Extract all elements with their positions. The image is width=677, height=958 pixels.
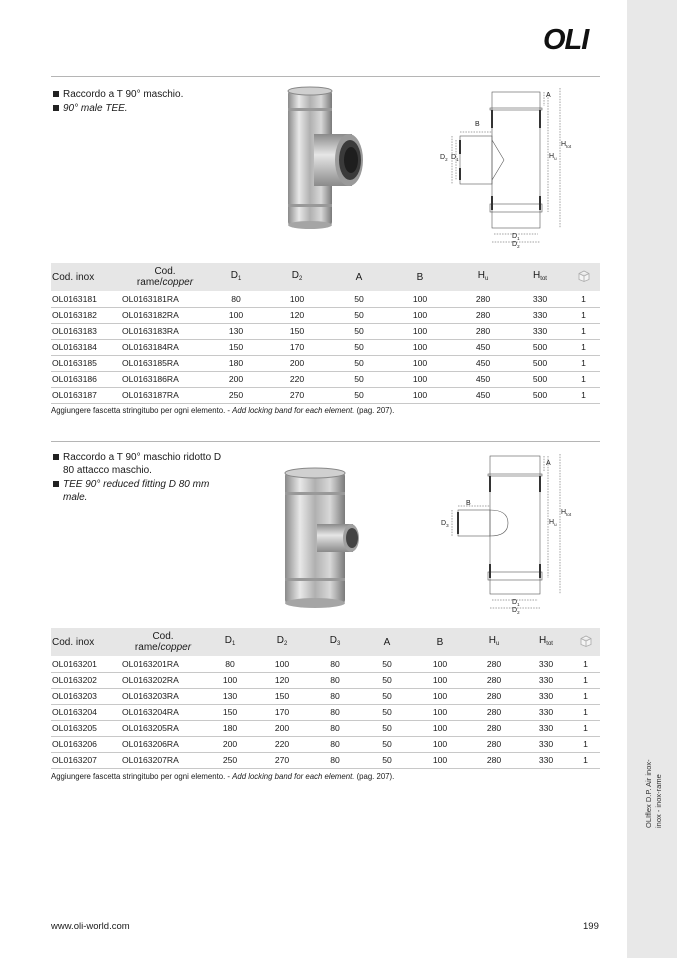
tee-photo <box>270 86 370 230</box>
product-description-1 <box>53 88 243 116</box>
table-cell: 1 <box>567 339 600 355</box>
table-row <box>51 688 600 704</box>
table-cell: OL0163184RA <box>121 339 209 355</box>
table-cell: 270 <box>263 387 331 403</box>
table-cell: 330 <box>521 752 571 768</box>
reduced-tee-photo <box>275 466 375 610</box>
table-cell: 1 <box>567 291 600 307</box>
table-cell: 100 <box>387 307 453 323</box>
table-cell: 80 <box>309 688 361 704</box>
table-cell: 170 <box>255 704 309 720</box>
table-cell: 1 <box>567 387 600 403</box>
dim-d2-bottom: $D_2$ <box>512 241 520 249</box>
table-cell: OL0163201RA <box>121 656 205 672</box>
table-cell: 80 <box>209 291 263 307</box>
table-cell: 280 <box>467 672 521 688</box>
table-cell: 100 <box>387 387 453 403</box>
table-cell: 1 <box>571 656 600 672</box>
dim-d1-left: $D_1$ <box>451 154 459 162</box>
table-cell: 120 <box>255 672 309 688</box>
col-d2: $D_2$ <box>255 628 309 656</box>
table-cell: 270 <box>255 752 309 768</box>
table-cell: 280 <box>453 291 513 307</box>
table-cell: 1 <box>567 307 600 323</box>
table-cell: 500 <box>513 371 567 387</box>
table-cell: OL0163181RA <box>121 291 209 307</box>
note-2: Aggiungere fascetta stringitubo per ogni elemento. - Add locking band for each element. (pag. 207). <box>51 772 395 781</box>
table-row <box>51 371 600 387</box>
table-cell: 500 <box>513 339 567 355</box>
table-row <box>51 339 600 355</box>
table-cell: 1 <box>571 720 600 736</box>
table-cell: 280 <box>467 736 521 752</box>
table-cell: 50 <box>331 371 387 387</box>
table-cell: 80 <box>205 656 255 672</box>
table-cell: 180 <box>205 720 255 736</box>
table-cell: 330 <box>521 704 571 720</box>
table-cell: OL0163184 <box>51 339 121 355</box>
table-cell: OL0163206 <box>51 736 121 752</box>
table-cell: 280 <box>467 688 521 704</box>
table-cell: 50 <box>331 323 387 339</box>
table-cell: 50 <box>361 736 413 752</box>
table-cell: 100 <box>387 355 453 371</box>
section-divider <box>51 76 600 77</box>
table-row <box>51 355 600 371</box>
col-hu: $H_u$ <box>467 628 521 656</box>
table-cell: 200 <box>205 736 255 752</box>
table-row <box>51 307 600 323</box>
table-cell: 80 <box>309 704 361 720</box>
table-cell: 220 <box>255 736 309 752</box>
col-htot: $H_{tot}$ <box>521 628 571 656</box>
table-cell: 1 <box>571 736 600 752</box>
col-hu: $H_u$ <box>453 263 513 291</box>
table-cell: 100 <box>209 307 263 323</box>
table-cell: 100 <box>387 291 453 307</box>
table-row <box>51 704 600 720</box>
box-icon <box>578 270 590 282</box>
page-number: 199 <box>583 921 599 932</box>
spec-table-1 <box>51 263 600 404</box>
dim-d2-bottom: $D_2$ <box>512 607 520 615</box>
table-cell: 100 <box>263 291 331 307</box>
description-en: TEE 90° reduced fitting D 80 mm male. <box>53 478 233 504</box>
table-cell: OL0163206RA <box>121 736 205 752</box>
dim-hu: $H_u$ <box>549 519 557 527</box>
table-cell: OL0163205RA <box>121 720 205 736</box>
table-cell: 100 <box>205 672 255 688</box>
table-cell: OL0163185RA <box>121 355 209 371</box>
table-cell: OL0163187RA <box>121 387 209 403</box>
side-tab-label: OLIflex D.P. Air inox- inox - inox-rame <box>644 759 663 828</box>
col-b: B <box>413 628 467 656</box>
section-divider <box>51 441 600 442</box>
table-cell: 50 <box>361 752 413 768</box>
table-cell: 100 <box>413 704 467 720</box>
col-htot: $H_{tot}$ <box>513 263 567 291</box>
svg-text:OLI: OLI <box>543 24 589 54</box>
table-cell: 500 <box>513 387 567 403</box>
table-cell: OL0163202 <box>51 672 121 688</box>
table-cell: OL0163186 <box>51 371 121 387</box>
dim-d3: $D_3$ <box>441 520 449 528</box>
dim-htot: $H_{tot}$ <box>561 141 572 149</box>
table-cell: 330 <box>521 720 571 736</box>
table-cell: 50 <box>331 387 387 403</box>
product-description-2 <box>53 451 233 505</box>
dim-d1-bottom: $D_1$ <box>512 233 520 241</box>
col-a: A <box>361 628 413 656</box>
table-cell: OL0163182 <box>51 307 121 323</box>
table-cell: 330 <box>513 323 567 339</box>
table-cell: 330 <box>513 291 567 307</box>
table-cell: 120 <box>263 307 331 323</box>
table-cell: 50 <box>361 656 413 672</box>
table-row <box>51 720 600 736</box>
col-qty <box>567 263 600 291</box>
table-row <box>51 752 600 768</box>
table-cell: 80 <box>309 752 361 768</box>
table-cell: 100 <box>387 371 453 387</box>
dim-b: B <box>466 500 471 507</box>
table-header <box>51 628 600 656</box>
table-cell: 250 <box>209 387 263 403</box>
dim-d1-bottom: $D_1$ <box>512 599 520 607</box>
table-cell: 50 <box>361 688 413 704</box>
table-cell: 330 <box>521 688 571 704</box>
reduced-tee-technical-drawing <box>432 452 582 618</box>
table-cell: OL0163204RA <box>121 704 205 720</box>
table-cell: 450 <box>453 355 513 371</box>
table-cell: 280 <box>467 656 521 672</box>
col-d1: $D_1$ <box>205 628 255 656</box>
table-cell: 280 <box>467 752 521 768</box>
table-cell: 280 <box>453 323 513 339</box>
table-cell: 280 <box>467 704 521 720</box>
table-cell: OL0163183RA <box>121 323 209 339</box>
table-cell: OL0163203RA <box>121 688 205 704</box>
table-cell: 80 <box>309 672 361 688</box>
table-cell: 330 <box>513 307 567 323</box>
table-cell: 50 <box>361 704 413 720</box>
box-icon <box>580 635 592 647</box>
col-d3: $D_3$ <box>309 628 361 656</box>
table-row <box>51 323 600 339</box>
table-cell: 50 <box>361 720 413 736</box>
table-cell: 100 <box>413 672 467 688</box>
tee-technical-drawing <box>432 86 582 252</box>
table-cell: 100 <box>413 720 467 736</box>
table-cell: 100 <box>387 323 453 339</box>
note-1: Aggiungere fascetta stringitubo per ogni elemento. - Add locking band for each element. (pag. 207). <box>51 406 395 415</box>
table-cell: 80 <box>309 720 361 736</box>
table-cell: 200 <box>263 355 331 371</box>
table-cell: 330 <box>521 672 571 688</box>
dim-d2-left: $D_2$ <box>440 154 448 162</box>
table-cell: 1 <box>571 752 600 768</box>
table-cell: OL0163181 <box>51 291 121 307</box>
table-cell: OL0163203 <box>51 688 121 704</box>
dim-a: A <box>546 460 551 467</box>
table-cell: 80 <box>309 736 361 752</box>
table-cell: 1 <box>567 323 600 339</box>
col-cod-copper: Cod. rame/copper <box>121 263 209 291</box>
table-cell: OL0163182RA <box>121 307 209 323</box>
table-cell: 450 <box>453 371 513 387</box>
table-cell: 80 <box>309 656 361 672</box>
table-cell: 100 <box>387 339 453 355</box>
table-cell: 100 <box>255 656 309 672</box>
table-cell: 220 <box>263 371 331 387</box>
table-cell: OL0163185 <box>51 355 121 371</box>
description-it: Raccordo a T 90° maschio. <box>53 88 243 101</box>
table-row <box>51 672 600 688</box>
oli-logo <box>543 24 603 54</box>
table-cell: 100 <box>413 656 467 672</box>
table-cell: OL0163207RA <box>121 752 205 768</box>
table-cell: 150 <box>205 704 255 720</box>
table-cell: 180 <box>209 355 263 371</box>
dim-b: B <box>475 121 480 128</box>
table-cell: 150 <box>209 339 263 355</box>
table-cell: OL0163207 <box>51 752 121 768</box>
table-cell: 330 <box>521 736 571 752</box>
col-cod-inox: Cod. inox <box>51 628 121 656</box>
table-cell: 450 <box>453 387 513 403</box>
table-cell: 170 <box>263 339 331 355</box>
dim-a: A <box>546 92 551 99</box>
table-cell: 280 <box>453 307 513 323</box>
table-cell: OL0163204 <box>51 704 121 720</box>
table-cell: 1 <box>571 672 600 688</box>
table-cell: 150 <box>255 688 309 704</box>
table-row <box>51 736 600 752</box>
table-cell: 130 <box>205 688 255 704</box>
footer-website: www.oli-world.com <box>51 921 130 932</box>
table-cell: OL0163205 <box>51 720 121 736</box>
description-it: Raccordo a T 90° maschio ridotto D 80 attacco maschio. <box>53 451 233 477</box>
table-cell: 200 <box>255 720 309 736</box>
table-cell: 1 <box>571 688 600 704</box>
col-b: B <box>387 263 453 291</box>
table-cell: OL0163202RA <box>121 672 205 688</box>
table-cell: 130 <box>209 323 263 339</box>
table-header <box>51 263 600 291</box>
table-cell: 250 <box>205 752 255 768</box>
description-en: 90° male TEE. <box>53 102 243 115</box>
table-row <box>51 656 600 672</box>
table-cell: 1 <box>567 371 600 387</box>
table-cell: 1 <box>571 704 600 720</box>
table-cell: 280 <box>467 720 521 736</box>
table-cell: OL0163186RA <box>121 371 209 387</box>
table-row <box>51 387 600 403</box>
spec-table-2 <box>51 628 600 769</box>
table-row <box>51 291 600 307</box>
table-cell: OL0163183 <box>51 323 121 339</box>
table-cell: 50 <box>331 355 387 371</box>
table-cell: 100 <box>413 736 467 752</box>
col-a: A <box>331 263 387 291</box>
table-cell: 50 <box>331 291 387 307</box>
table-cell: 50 <box>331 339 387 355</box>
col-d1: $D_1$ <box>209 263 263 291</box>
table-cell: 100 <box>413 688 467 704</box>
table-cell: 200 <box>209 371 263 387</box>
table-cell: 100 <box>413 752 467 768</box>
table-cell: 330 <box>521 656 571 672</box>
table-cell: OL0163187 <box>51 387 121 403</box>
table-cell: 50 <box>361 672 413 688</box>
table-cell: OL0163201 <box>51 656 121 672</box>
dim-hu: $H_u$ <box>549 153 557 161</box>
col-cod-copper: Cod. rame/copper <box>121 628 205 656</box>
dim-htot: $H_{tot}$ <box>561 509 572 517</box>
col-d2: $D_2$ <box>263 263 331 291</box>
table-cell: 1 <box>567 355 600 371</box>
table-cell: 150 <box>263 323 331 339</box>
table-cell: 50 <box>331 307 387 323</box>
table-cell: 500 <box>513 355 567 371</box>
col-cod-inox: Cod. inox <box>51 263 121 291</box>
col-qty <box>571 628 600 656</box>
table-cell: 450 <box>453 339 513 355</box>
